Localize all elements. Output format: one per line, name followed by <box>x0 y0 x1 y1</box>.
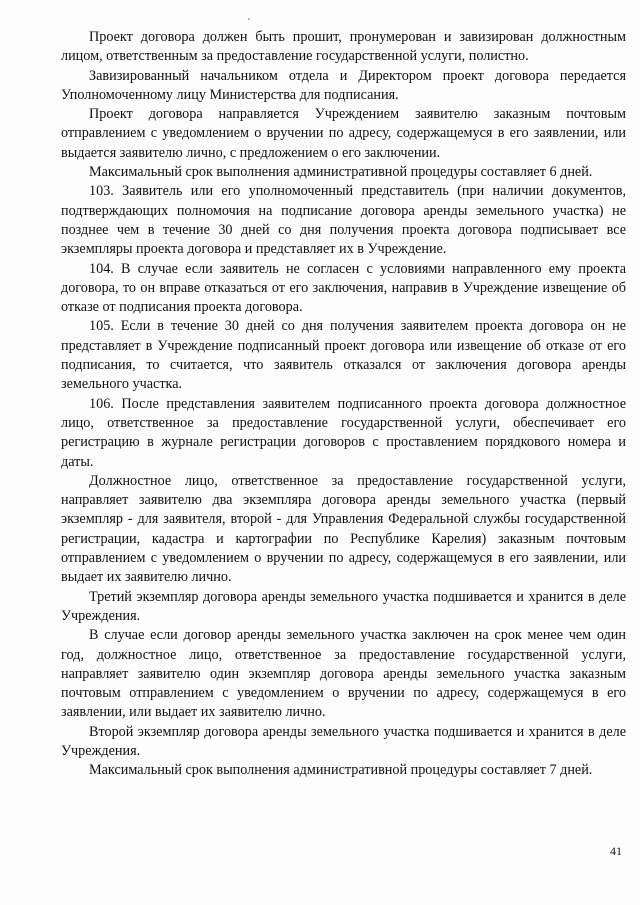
paragraph: Должностное лицо, ответственное за предоставление государственной услуги, направляет заявителю два экземпляра договора аренды земельного участка (первый экземпляр - для заявителя, второй - для Управления Федеральной службы государственной регистрации, кадастра и картографии по Республике Карелия) заказным почтовым отправлением с уведомлением о вручении по адресу, содержащемуся в его заявлении, или выдает их заявителю лично. <box>61 472 626 586</box>
scan-artifact <box>248 18 250 20</box>
paragraph: Второй экземпляр договора аренды земельного участка подшивается и хранится в деле Учреждения. <box>61 723 626 759</box>
paragraph: Проект договора направляется Учреждением заявителю заказным почтовым отправлением с уведомлением о вручении по адресу, содержащемуся в его заявлении, или выдается заявителю лично, с предложением о его заключении. <box>61 106 626 161</box>
paragraph: 103. Заявитель или его уполномоченный представитель (при наличии документов, подтверждающих полномочия на подписание договора аренды земельного участка) не позднее чем в течение 30 дней со дня получения проекта договора подписывает все экземпляры проекта договора и представляет их в Учреждение. <box>61 183 626 258</box>
paragraph: Максимальный срок выполнения административной процедуры составляет 6 дней. <box>89 164 593 181</box>
paragraph: Третий экземпляр договора аренды земельного участка подшивается и хранится в деле Учреждения. <box>61 588 626 624</box>
document-body <box>61 28 626 781</box>
paragraph: Завизированный начальником отдела и Директором проект договора передается Уполномоченному лицу Министерства для подписания. <box>61 67 626 103</box>
paragraph: 105. Если в течение 30 дней со дня получения заявителем проекта договора он не представляет в Учреждение подписанный проект договора или извещение об отказе от его подписания, то считается, что заявитель отказался от заключения договора аренды земельного участка. <box>61 318 626 393</box>
paragraph: Проект договора должен быть прошит, пронумерован и завизирован должностным лицом, ответственным за предоставление государственной услуги, полистно. <box>61 29 626 65</box>
paragraph: Максимальный срок выполнения административной процедуры составляет 7 дней. <box>89 762 593 779</box>
page-number: 41 <box>610 844 622 858</box>
paragraph: В случае если договор аренды земельного участка заключен на срок менее чем один год, должностное лицо, ответственное за предоставление государственной услуги, направляет заявителю один экземпляр договора аренды земельного участка заказным почтовым отправлением с уведомлением о вручении по адресу, содержащемуся в его заявлении, или выдает их заявителю лично. <box>61 627 626 721</box>
paragraph: 106. После представления заявителем подписанного проекта договора должностное лицо, ответственное за предоставление государственной услуги, обеспечивает его регистрацию в журнале регистрации договоров с проставлением порядкового номера и даты. <box>61 395 626 470</box>
paragraph: 104. В случае если заявитель не согласен с условиями направленного ему проекта договора, то он вправе отказаться от его заключения, направив в Учреждение извещение об отказе от подписания проекта договора. <box>61 260 626 316</box>
